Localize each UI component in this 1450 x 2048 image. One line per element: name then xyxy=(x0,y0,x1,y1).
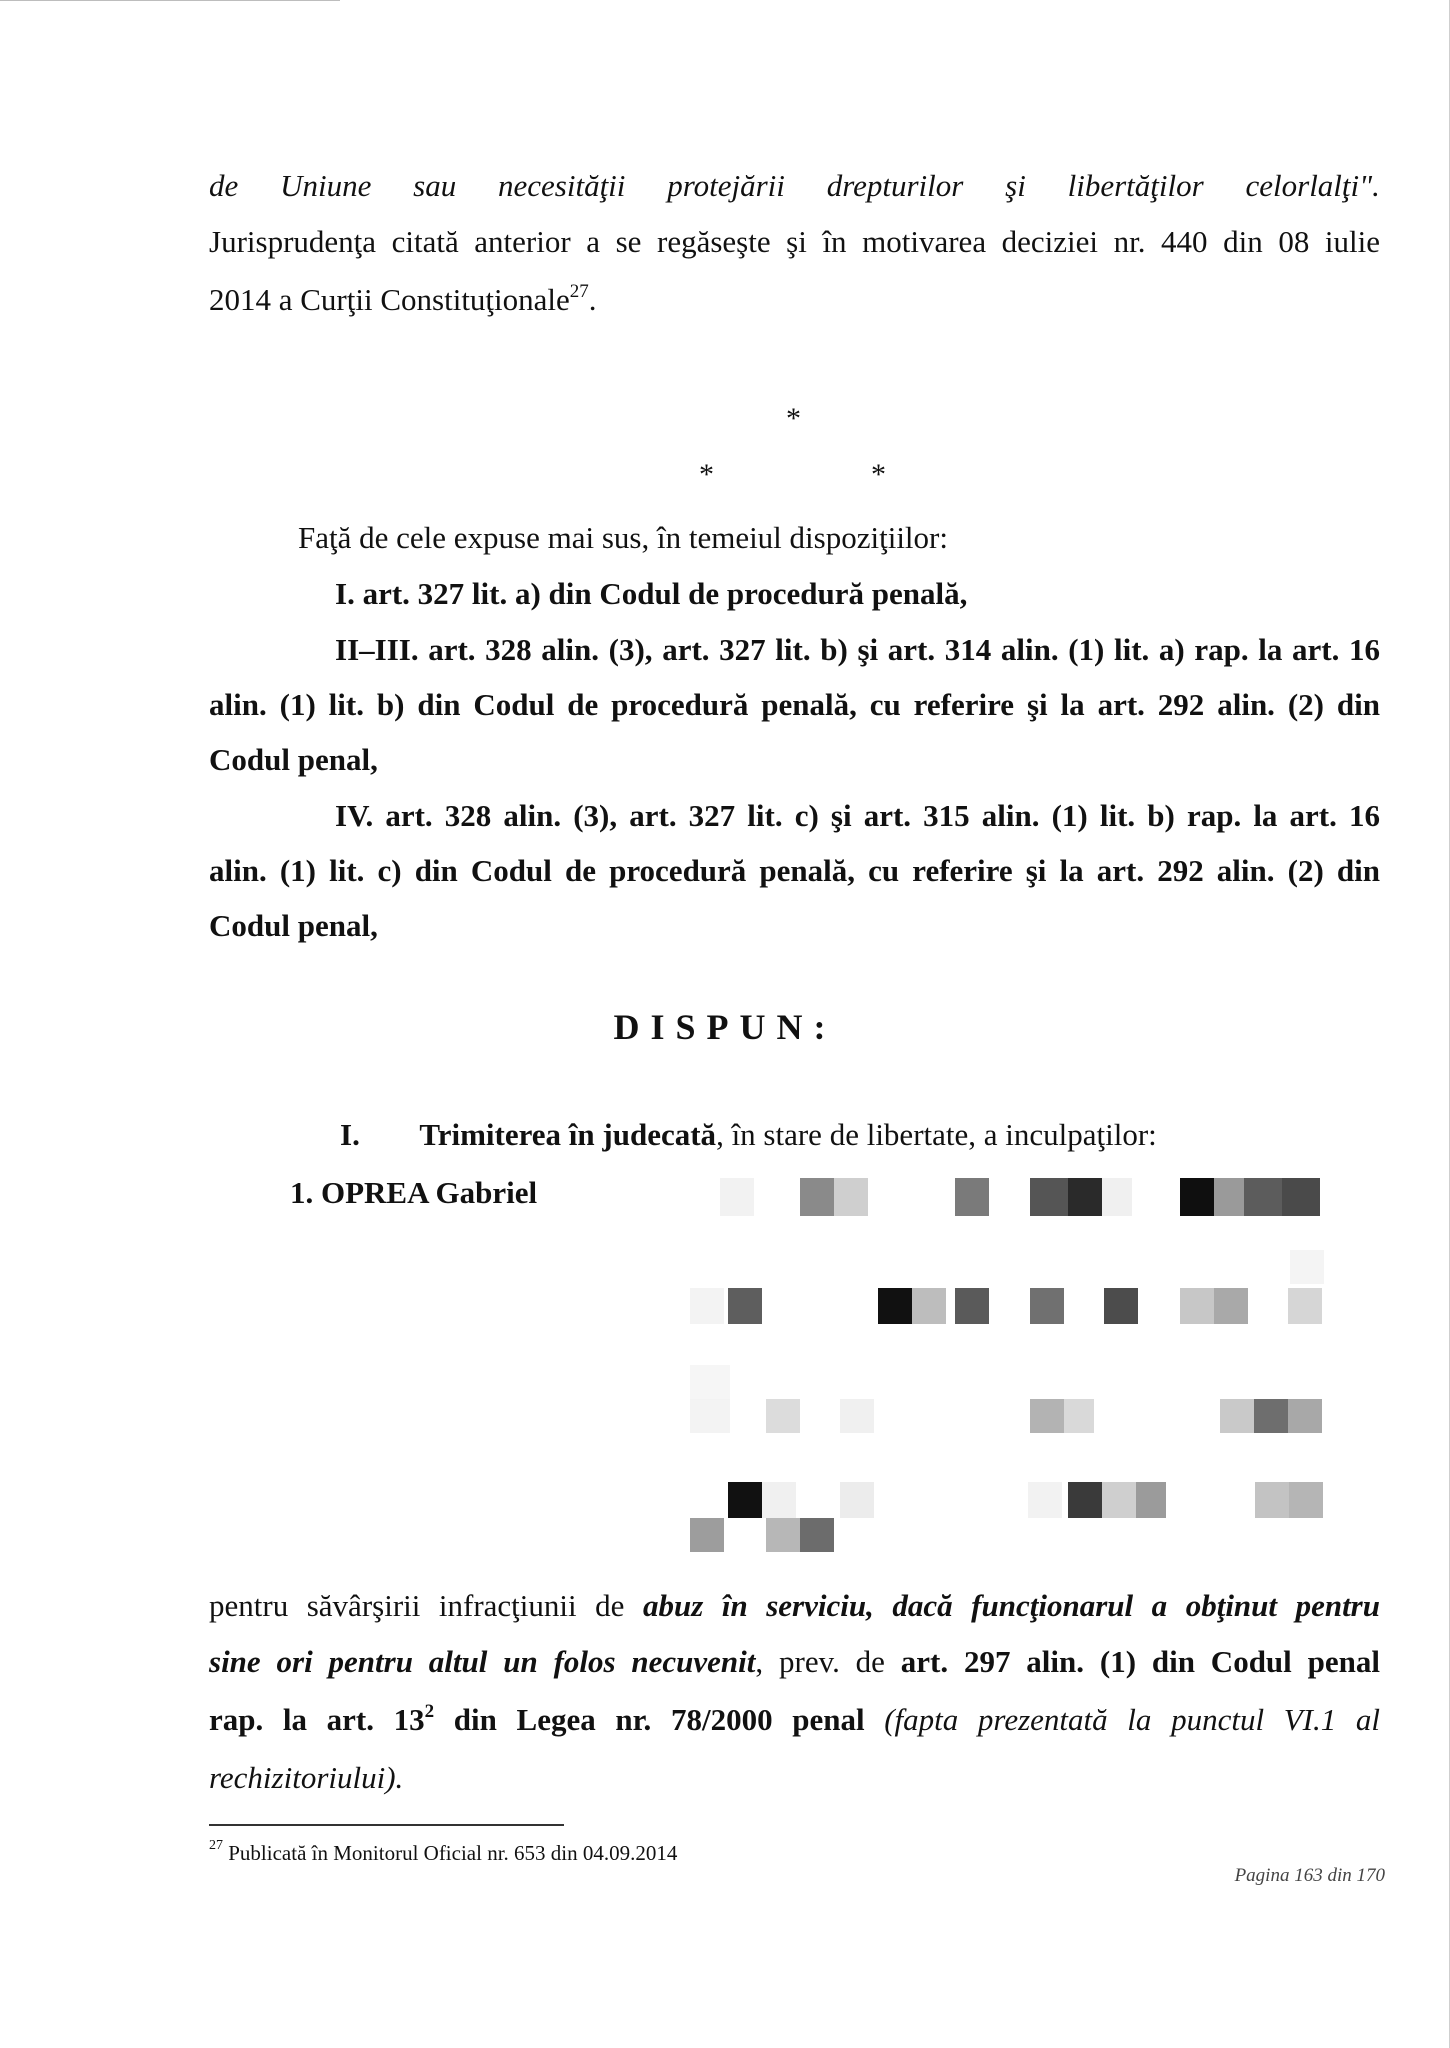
footnote-ref: 27 xyxy=(569,280,589,302)
offense-line-3 xyxy=(209,1700,1380,1740)
legal-reference: din Legea nr. 78/2000 penal xyxy=(434,1702,865,1737)
word: drepturilor xyxy=(826,168,964,203)
dispun-heading: DISPUN: xyxy=(613,1007,837,1047)
defendant-name: 1. OPREA Gabriel xyxy=(290,1175,538,1210)
superscript: 2 xyxy=(424,1700,435,1722)
text-line-2: Jurisprudenţa citată anterior a se regăseşte şi în motivarea deciziei nr. 440 din 08 iulie xyxy=(209,224,1380,259)
offense-name: sine ori pentru altul un folos necuvenit xyxy=(209,1644,756,1679)
legal-basis-3: IV. art. 328 alin. (3), art. 327 lit. c) şi art. 315 alin. (1) lit. b) rap. la art. 16 xyxy=(335,798,1380,833)
word: Uniune xyxy=(280,168,372,203)
footnote-text: Publicată în Monitorul Oficial nr. 653 din 04.09.2014 xyxy=(223,1841,678,1865)
section-title: Trimiterea în judecată xyxy=(419,1117,717,1152)
footnote-number: 27 xyxy=(209,1838,223,1853)
legal-reference: art. 297 alin. (1) din Codul penal xyxy=(900,1644,1380,1679)
legal-basis-2-cont: alin. (1) lit. b) din Codul de procedură penală, cu referire şi la art. 292 alin. (2) din xyxy=(209,687,1380,722)
page-number: Pagina 163 din 170 xyxy=(1234,1865,1385,1886)
footnote xyxy=(209,1839,677,1867)
scan-edge-line xyxy=(0,0,340,1)
offense-line-4: rechizitoriului). xyxy=(209,1760,404,1795)
asterisk-separator: * xyxy=(871,458,886,491)
word: necesităţii xyxy=(498,168,626,203)
legal-basis-3-end: Codul penal, xyxy=(209,908,378,943)
word: sau xyxy=(413,168,457,203)
text-line-1 xyxy=(209,166,1380,206)
footnote-separator xyxy=(209,1824,564,1826)
word: celorlalţi". xyxy=(1245,168,1380,203)
text-span: pentru săvârşirii infracţiunii de xyxy=(209,1588,643,1623)
redacted-block xyxy=(690,1170,1330,1555)
text-line-intro: Faţă de cele expuse mai sus, în temeiul dispoziţiilor: xyxy=(298,520,948,555)
offense-line-1 xyxy=(209,1586,1380,1626)
asterisk-separator: * xyxy=(786,402,801,435)
text-span: , prev. de xyxy=(755,1644,901,1679)
section-heading xyxy=(340,1115,1380,1155)
legal-basis-2-end: Codul penal, xyxy=(209,742,378,777)
legal-reference: rap. la art. 13 xyxy=(209,1702,425,1737)
text-span: 2014 a Curţii Constituţionale xyxy=(209,282,570,317)
text-span: (fapta prezentată la punctul VI.1 al xyxy=(864,1702,1380,1737)
word: protejării xyxy=(667,168,785,203)
text-span: . xyxy=(588,282,597,317)
word: de xyxy=(209,168,239,203)
legal-basis-1: I. art. 327 lit. a) din Codul de procedură penală, xyxy=(335,576,968,611)
word: libertăţilor xyxy=(1067,168,1204,203)
legal-basis-2: II–III. art. 328 alin. (3), art. 327 lit. b) şi art. 314 alin. (1) lit. a) rap. la art. 16 xyxy=(335,632,1380,667)
section-number: I. xyxy=(340,1117,360,1152)
text-line-3 xyxy=(209,280,1380,320)
legal-basis-3-cont: alin. (1) lit. c) din Codul de procedură penală, cu referire şi la art. 292 alin. (2) din xyxy=(209,853,1380,888)
word: şi xyxy=(1005,168,1026,203)
offense-name: abuz în serviciu, dacă funcţionarul a obţinut pentru xyxy=(642,1588,1380,1623)
offense-line-2 xyxy=(209,1642,1380,1682)
asterisk-separator: * xyxy=(699,458,714,491)
section-text: , în stare de libertate, a inculpaţilor: xyxy=(716,1117,1157,1152)
